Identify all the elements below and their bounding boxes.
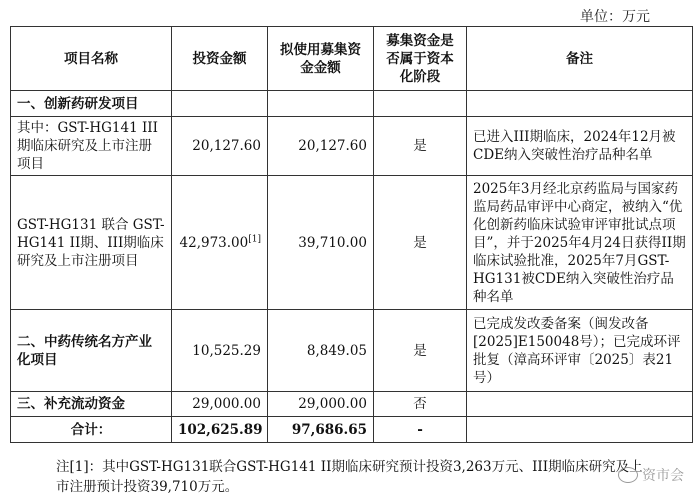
capitalized-flag: 是 [374,117,467,176]
table-row [11,310,693,392]
header-raised-funds: 拟使用募集资金金额 [268,27,374,91]
header-project-name: 项目名称 [11,27,172,91]
section-title: 一、创新药研发项目 [11,91,172,117]
capitalized-flag: 是 [374,310,467,392]
total-investment: 102,625.89 [172,417,268,443]
raised-amount: 20,127.60 [268,117,374,176]
raised-amount: 29,000.00 [268,392,374,417]
capitalized-flag: 否 [374,392,467,417]
remark [467,392,693,417]
investment-value: 42,973.00 [179,234,249,251]
investment-amount: 29,000.00 [172,392,268,417]
remark: 已完成发改委备案（闽发改备[2025]E150048号）；已完成环评批复（漳高环评审〔2025〕表21号） [467,310,693,392]
remark: 已进入III期临床，2024年12月被CDE纳入突破性治疗品种名单 [467,117,693,176]
total-remark [467,417,693,443]
header-investment: 投资金额 [172,27,268,91]
table-row [11,117,693,176]
section-row [11,91,693,117]
investment-amount: 20,127.60 [172,117,268,176]
empty-cell [467,91,693,117]
empty-cell [172,91,268,117]
raised-amount: 8,849.05 [268,310,374,392]
header-capitalized: 募集资金是否属于资本化阶段 [374,27,467,91]
empty-cell [374,91,467,117]
investment-amount: 10,525.29 [172,310,268,392]
fund-usage-table [10,26,693,443]
footnote-marker: [1] [248,234,261,244]
total-label: 合计： [11,417,172,443]
project-name: 三、补充流动资金 [11,392,172,417]
total-raised: 97,686.65 [268,417,374,443]
watermark-text: 资市会 [642,468,684,484]
empty-cell [268,91,374,117]
table-row [11,392,693,417]
header-remark: 备注 [467,27,693,91]
project-name: 二、中药传统名方产业化项目 [11,310,172,392]
remark: 2025年3月经北京药监局与国家药监局药品审评中心商定，被纳入“优化创新药临床试验审评审批试点项目”，并于2025年4月24日获得II期临床试验批准，2025年7月GST-HG131被CDE纳入突破性治疗品种名单 [467,176,693,310]
table-row [11,176,693,310]
unit-label: 单位：万元 [580,9,650,25]
capitalized-flag: 是 [374,176,467,310]
footnote: 注[1]：其中GST-HG131联合GST-HG141 II期临床研究预计投资3,263万元、III期临床研究及上市注册预计投资39,710万元。 [56,459,643,495]
watermark [618,465,684,485]
project-name: GST-HG131 联合 GST-HG141 II期、III期临床研究及上市注册项目 [11,176,172,310]
investment-amount [172,176,268,310]
total-row [11,417,693,443]
raised-amount: 39,710.00 [268,176,374,310]
project-name: 其中：GST-HG141 III期临床研究及上市注册项目 [11,117,172,176]
weibo-icon [618,467,638,483]
total-capitalized: - [374,417,467,443]
table-header-row [11,27,693,91]
